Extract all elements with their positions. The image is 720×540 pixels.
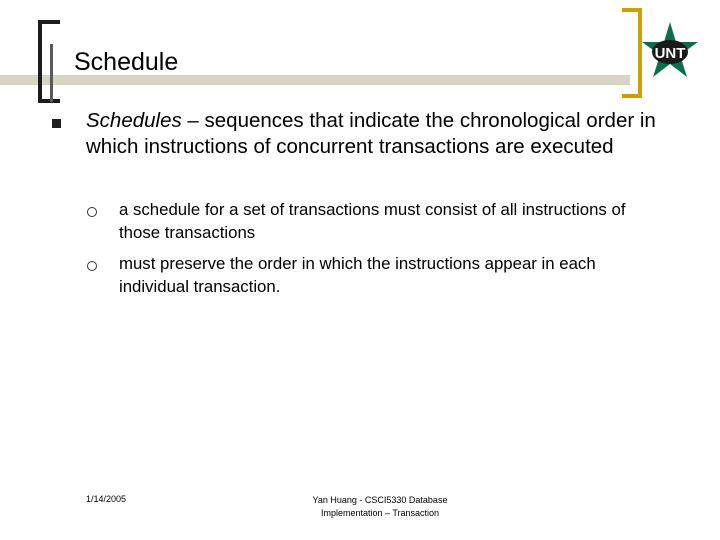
logo-text: UNT	[654, 45, 686, 62]
circle-bullet-icon	[87, 207, 97, 217]
footer-line: Yan Huang - CSCI5330 Database	[312, 495, 448, 505]
sub-bullet-text: a schedule for a set of transactions must consist of all instructions of those transactions	[119, 200, 626, 242]
square-bullet-icon	[52, 119, 61, 128]
main-definition: – sequences that indicate the chronological order in which instructions of concurrent transactions are executed	[86, 109, 656, 158]
right-bracket-decoration	[622, 8, 642, 98]
unt-logo	[640, 20, 700, 80]
circle-bullet-icon	[87, 261, 97, 271]
main-bullet-text	[86, 108, 686, 160]
footer-line: Implementation – Transaction	[320, 508, 440, 518]
term-schedules: Schedules	[86, 109, 182, 132]
slide-title: Schedule	[74, 48, 179, 76]
footer-date: 1/14/2005	[86, 494, 127, 504]
footer-citation	[280, 494, 480, 520]
left-bracket-decoration	[38, 20, 60, 103]
sub-bullet-text: must preserve the order in which the instructions appear in each individual transaction.	[119, 254, 596, 296]
